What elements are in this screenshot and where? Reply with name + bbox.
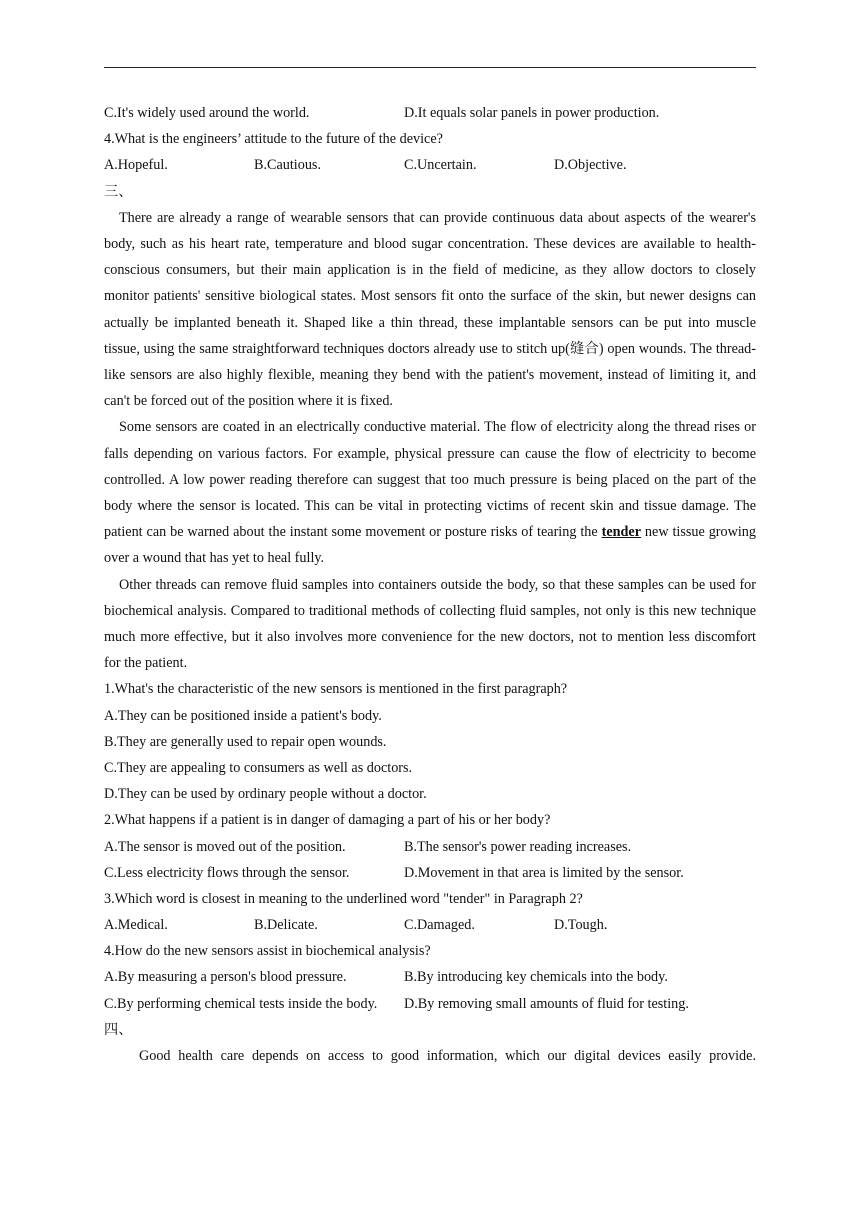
q4-option-c: C.By performing chemical tests inside the body. — [104, 995, 378, 1012]
paragraph-2-text-b: new tissue growing over a wound that has yet to heal fully. — [104, 524, 756, 567]
paragraph-2-text-a: Some sensors are coated in an electrically conductive material. The flow of electricity along the thread rises or falls depending on various factors. For example, physical pressure can cause the flow of electricity to become controlled. A low power reading therefore can suggest that too much pressure is being placed on the part of the body where the sensor is located. This can be vital in protecting victims of recent skin and tissue damage. The patient can be warned about the instant some movement or posture risks of tearing the — [104, 419, 756, 541]
q3-options — [104, 912, 756, 938]
section-4-heading: 四、 — [104, 1021, 133, 1038]
section-3-heading: 三、 — [104, 183, 133, 200]
q1-option-c: C.They are appealing to consumers as well as doctors. — [104, 759, 413, 776]
passage-paragraph-3: Other threads can remove fluid samples into containers outside the body, so that these samples can be used for biochemical analysis. Compared to traditional methods of collecting fluid samples, not only is this new technique much more effective, but it also involves more convenience for the new doctors, not to mention less discomfort for the patient. — [104, 576, 756, 672]
option-d: D.It equals solar panels in power production. — [404, 105, 660, 121]
question-2: 2.What happens if a patient is in danger of damaging a part of his or her body? — [104, 812, 551, 829]
q4-options-row-2 — [104, 991, 756, 1017]
q4-option-d: D.By removing small amounts of fluid for testing. — [404, 995, 689, 1012]
q1-option-a: A.They can be positioned inside a patient's body. — [104, 707, 382, 724]
option-c: C.It's widely used around the world. — [104, 105, 310, 121]
q4-options-row-1 — [104, 964, 756, 990]
q2-options-row-2 — [104, 860, 756, 886]
q3-option-b: B.Delicate. — [254, 917, 318, 934]
header-rule — [104, 67, 756, 68]
option-a: A.Hopeful. — [104, 157, 168, 174]
q2-option-b: B.The sensor's power reading increases. — [404, 838, 632, 855]
prev-q4-question: 4.What is the engineers’ attitude to the future of the device? — [104, 131, 443, 148]
option-c: C.Uncertain. — [404, 157, 477, 174]
section-4-paragraph-1: Good health care depends on access to good information, which our digital devices easily provide. — [139, 1048, 756, 1065]
q1-option-b: B.They are generally used to repair open wounds. — [104, 733, 387, 750]
page-content — [104, 100, 756, 1069]
q2-option-d: D.Movement in that area is limited by the sensor. — [404, 864, 684, 881]
question-4: 4.How do the new sensors assist in biochemical analysis? — [104, 943, 431, 960]
option-d: D.Objective. — [554, 157, 627, 174]
prev-q4-options — [104, 152, 756, 178]
q4-option-b: B.By introducing key chemicals into the body. — [404, 969, 668, 986]
q3-option-d: D.Tough. — [554, 917, 608, 934]
passage-paragraph-2 — [104, 414, 756, 571]
passage-paragraph-1: There are already a range of wearable sensors that can provide continuous data about aspects of the wearer's body, such as his heart rate, temperature and blood sugar concentration. These devices are available to health-conscious consumers, but their main application is in the field of medicine, as they allow doctors to closely monitor patients' sensitive biological states. Most sensors fit onto the surface of the skin, but newer designs can actually be implanted beneath it. Shaped like a thin thread, these implantable sensors can be put into muscle tissue, using the same straightforward techniques doctors already use to stitch up(缝合) open wounds. The thread-like sensors are also highly flexible, meaning they bend with the patient's movement, instead of limiting it, and can't be forced out of the position where it is fixed. — [104, 209, 756, 410]
q2-option-a: A.The sensor is moved out of the position. — [104, 838, 346, 855]
q3-option-c: C.Damaged. — [404, 917, 475, 934]
underlined-word-tender: tender — [601, 524, 642, 541]
passage — [104, 205, 756, 677]
option-b: B.Cautious. — [254, 157, 322, 174]
question-3: 3.Which word is closest in meaning to the underlined word "tender" in Paragraph 2? — [104, 890, 583, 907]
q1-option-d: D.They can be used by ordinary people without a doctor. — [104, 786, 427, 803]
question-1: 1.What's the characteristic of the new sensors is mentioned in the first paragraph? — [104, 681, 568, 698]
section-4-passage — [104, 1043, 756, 1069]
q2-option-c: C.Less electricity flows through the sensor. — [104, 864, 350, 881]
q2-options-row-1 — [104, 834, 756, 860]
q3-option-a: A.Medical. — [104, 917, 168, 934]
prev-q3-options — [104, 100, 756, 126]
q4-option-a: A.By measuring a person's blood pressure. — [104, 969, 347, 986]
